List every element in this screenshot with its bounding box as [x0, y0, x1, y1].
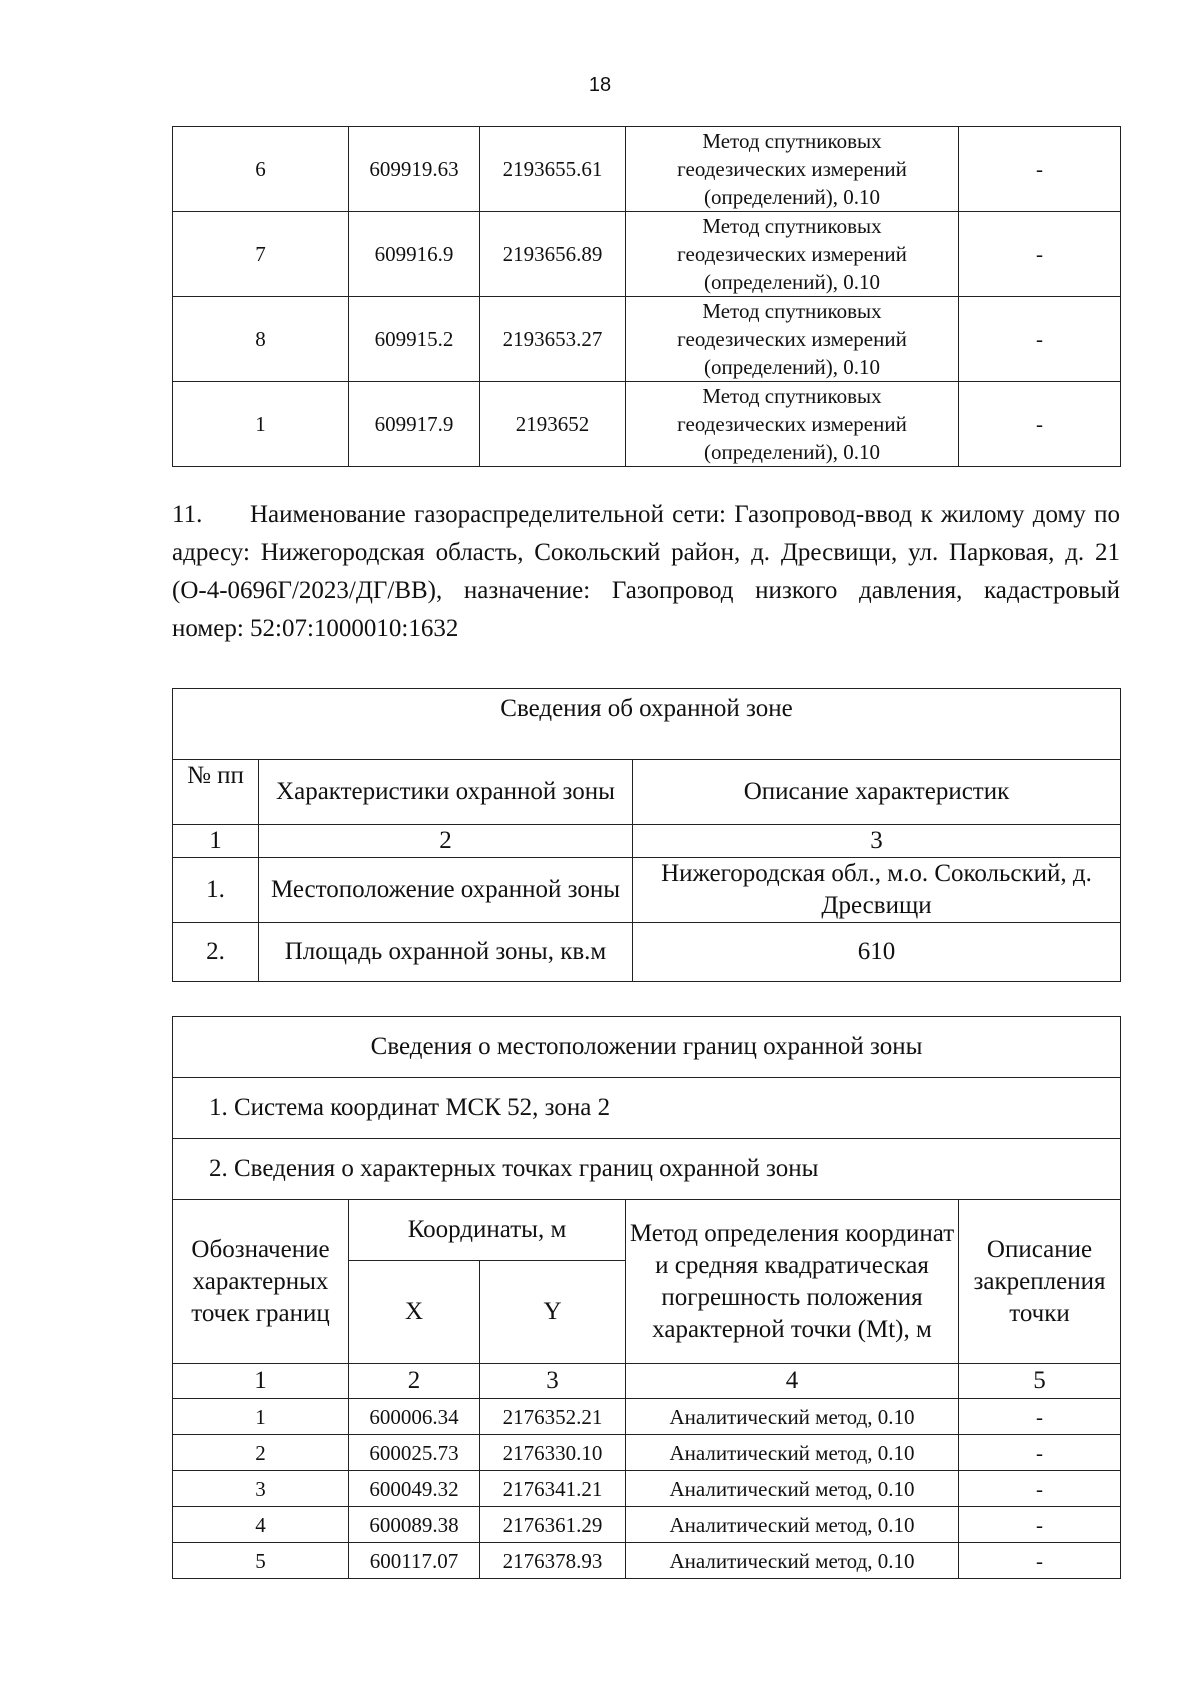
column-header: № пп: [173, 760, 259, 825]
index-cell: 2: [349, 1364, 480, 1399]
point-cell: 3: [173, 1471, 349, 1507]
index-cell: 1: [173, 1364, 349, 1399]
table-index-row: [173, 1364, 1121, 1399]
y-cell: 2176352.21: [480, 1399, 626, 1435]
desc-cell: -: [959, 1435, 1121, 1471]
point-cell: 6: [173, 127, 349, 212]
method-cell: Метод спутниковых геодезических измерений (определений), 0.10: [626, 212, 959, 297]
x-cell: 609916.9: [349, 212, 480, 297]
y-cell: 2193653.27: [480, 297, 626, 382]
points-title: 2. Сведения о характерных точках границ охранной зоны: [173, 1139, 1121, 1200]
index-cell: 3: [633, 825, 1121, 858]
table-row: [173, 1507, 1121, 1543]
row-name: Площадь охранной зоны, кв.м: [259, 923, 633, 982]
column-header: Y: [480, 1261, 626, 1364]
protection-zone-table: [172, 688, 1121, 982]
column-header: Обозначение характерных точек границ: [173, 1200, 349, 1364]
zone-boundaries-table: [172, 1016, 1121, 1579]
table-header-row: [173, 1200, 1121, 1261]
table-row: [173, 1471, 1121, 1507]
x-cell: 600049.32: [349, 1471, 480, 1507]
table-row: [173, 1399, 1121, 1435]
x-cell: 609919.63: [349, 127, 480, 212]
desc-cell: -: [959, 212, 1121, 297]
desc-cell: -: [959, 382, 1121, 467]
method-cell: Метод спутниковых геодезических измерений (определений), 0.10: [626, 382, 959, 467]
index-cell: 1: [173, 825, 259, 858]
gas-network-paragraph: [172, 496, 1120, 648]
point-cell: 7: [173, 212, 349, 297]
table-row: [173, 923, 1121, 982]
row-value: Нижегородская обл., м.о. Сокольский, д. Дресвищи: [633, 858, 1121, 923]
method-cell: Метод спутниковых геодезических измерений (определений), 0.10: [626, 297, 959, 382]
table-row: [173, 1435, 1121, 1471]
point-cell: 1: [173, 382, 349, 467]
index-cell: 4: [626, 1364, 959, 1399]
y-cell: 2176378.93: [480, 1543, 626, 1579]
coord-system: 1. Система координат МСК 52, зона 2: [173, 1078, 1121, 1139]
table-row: [173, 297, 1121, 382]
desc-cell: -: [959, 297, 1121, 382]
point-cell: 1: [173, 1399, 349, 1435]
x-cell: 600006.34: [349, 1399, 480, 1435]
y-cell: 2176361.29: [480, 1507, 626, 1543]
column-header: Характеристики охранной зоны: [259, 760, 633, 825]
coord-system-row: [173, 1078, 1121, 1139]
desc-cell: -: [959, 1543, 1121, 1579]
row-number: 2.: [173, 923, 259, 982]
method-cell: Аналитический метод, 0.10: [626, 1543, 959, 1579]
paragraph-text: Наименование газораспределительной сети: Газопровод-ввод к жилому дому по адресу: Нижегородская область, Сокольский район, д. Дресвищи, ул. Парковая, д. 21 (О-4-0696Г/2023/ДГ/ВВ), назначение: Газопровод низкого давления, кадастровый номер: 52:07:1000010:1632: [172, 501, 1120, 642]
points-title-row: [173, 1139, 1121, 1200]
y-cell: 2176341.21: [480, 1471, 626, 1507]
x-cell: 609915.2: [349, 297, 480, 382]
point-cell: 4: [173, 1507, 349, 1543]
table-header-row: [173, 760, 1121, 825]
x-cell: 600089.38: [349, 1507, 480, 1543]
desc-cell: -: [959, 1399, 1121, 1435]
index-cell: 5: [959, 1364, 1121, 1399]
desc-cell: -: [959, 1471, 1121, 1507]
table-title-row: [173, 1017, 1121, 1078]
method-cell: Аналитический метод, 0.10: [626, 1471, 959, 1507]
point-cell: 8: [173, 297, 349, 382]
desc-cell: -: [959, 1507, 1121, 1543]
method-cell: Аналитический метод, 0.10: [626, 1507, 959, 1543]
desc-cell: -: [959, 127, 1121, 212]
table-row: [173, 212, 1121, 297]
row-value: 610: [633, 923, 1121, 982]
column-header: Метод определения координат и средняя квадратическая погрешность положения характерной точки (Mt), м: [626, 1200, 959, 1364]
column-header: X: [349, 1261, 480, 1364]
table-row: [173, 127, 1121, 212]
x-cell: 609917.9: [349, 382, 480, 467]
index-cell: 2: [259, 825, 633, 858]
point-cell: 5: [173, 1543, 349, 1579]
table-index-row: [173, 825, 1121, 858]
column-header: Координаты, м: [349, 1200, 626, 1261]
row-number: 1.: [173, 858, 259, 923]
y-cell: 2193652: [480, 382, 626, 467]
column-header: Описание закрепления точки: [959, 1200, 1121, 1364]
page-number: 18: [588, 74, 612, 96]
table-row: [173, 1543, 1121, 1579]
column-header: Описание характеристик: [633, 760, 1121, 825]
method-cell: Аналитический метод, 0.10: [626, 1435, 959, 1471]
y-cell: 2176330.10: [480, 1435, 626, 1471]
paragraph-number: 11.: [172, 501, 203, 528]
x-cell: 600025.73: [349, 1435, 480, 1471]
method-cell: Метод спутниковых геодезических измерений (определений), 0.10: [626, 127, 959, 212]
top-coordinates-table: [172, 126, 1121, 467]
table-row: [173, 858, 1121, 923]
y-cell: 2193656.89: [480, 212, 626, 297]
table-row: [173, 382, 1121, 467]
table-title: Сведения об охранной зоне: [173, 689, 1121, 760]
table-title-row: [173, 689, 1121, 760]
method-cell: Аналитический метод, 0.10: [626, 1399, 959, 1435]
point-cell: 2: [173, 1435, 349, 1471]
table-title: Сведения о местоположении границ охранной зоны: [173, 1017, 1121, 1078]
row-name: Местоположение охранной зоны: [259, 858, 633, 923]
y-cell: 2193655.61: [480, 127, 626, 212]
x-cell: 600117.07: [349, 1543, 480, 1579]
index-cell: 3: [480, 1364, 626, 1399]
